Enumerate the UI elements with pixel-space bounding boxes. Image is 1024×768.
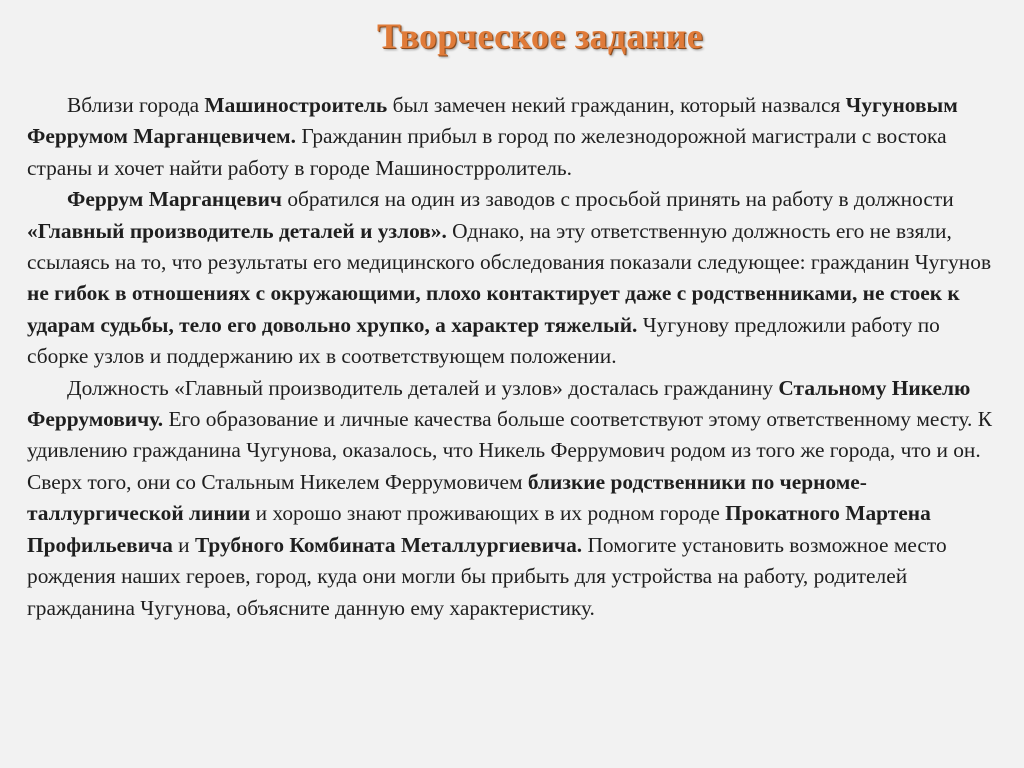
text-segment: Однако, на эту ответственную должность его не взяли, ссылаясь на то, что результаты его медицинского обследования показали следующее: гражданин Чугунов [27, 218, 992, 275]
text-segment: Вблизи города [67, 93, 205, 117]
paragraph-2 [27, 184, 1005, 372]
text-segment: Чугунову предложили работу по сборке узлов и поддержанию их в соответствующем положении. [27, 312, 940, 369]
text-segment: и хорошо знают проживающих в их родном городе [250, 501, 726, 526]
text-segment: был замечен некий гражданин, который назвался [387, 93, 846, 117]
text-segment: Его образование и личные качества больше соответствуют этому ответственному месту. К удивлению гражданина Чугунова, оказалось, что Никель Феррумович родом из того же города, что и он. Сверх того, они со Стальным Никелем Феррумовичем [27, 407, 992, 494]
medical-result: не гибок в отношениях с окружающими, плохо контактирует даже с родственниками, не стоек к ударам судьбы, тело его довольно хрупко, а характер тяжелый. [27, 281, 960, 337]
text-segment: Помогите установить возможное место рождения наших героев, город, куда они могли бы прибыть для устройства на работу, родителей гражданина Чугунова, объясните данную ему характеристику. [27, 532, 947, 620]
character-name: Чугуновым Феррумом Марганцевичем. [27, 93, 958, 149]
character-name: Прокатного Мартена Профильевича [27, 501, 931, 557]
relation-line: близкие родственники по чернометаллургической линии [27, 469, 867, 526]
position-name: «Главный производитель деталей и узлов». [27, 218, 447, 243]
character-name: Трубного Комбината Металлургиевича. [194, 532, 583, 557]
paragraph-1 [27, 90, 1005, 184]
text-segment: Должность «Главный производитель деталей и узлов» досталась гражданину [67, 375, 779, 400]
text-segment: Гражданин прибыл в город по железнодорожной магистрали с востока страны и хочет найти работу в городе Машинострролитель. [27, 124, 947, 180]
slide-title: Творческое задание [376, 16, 704, 56]
text-segment: обратился на один из заводов с просьбой принять на работу в должности [281, 187, 954, 212]
character-name: Феррум Марганцевич [67, 187, 282, 212]
task-text [27, 90, 1005, 624]
text-segment: и [172, 532, 195, 557]
city-name: Машиностроитель [204, 93, 388, 117]
character-name: Стальному Никелю Феррумовичу. [27, 375, 971, 432]
paragraph-3 [27, 373, 1005, 624]
